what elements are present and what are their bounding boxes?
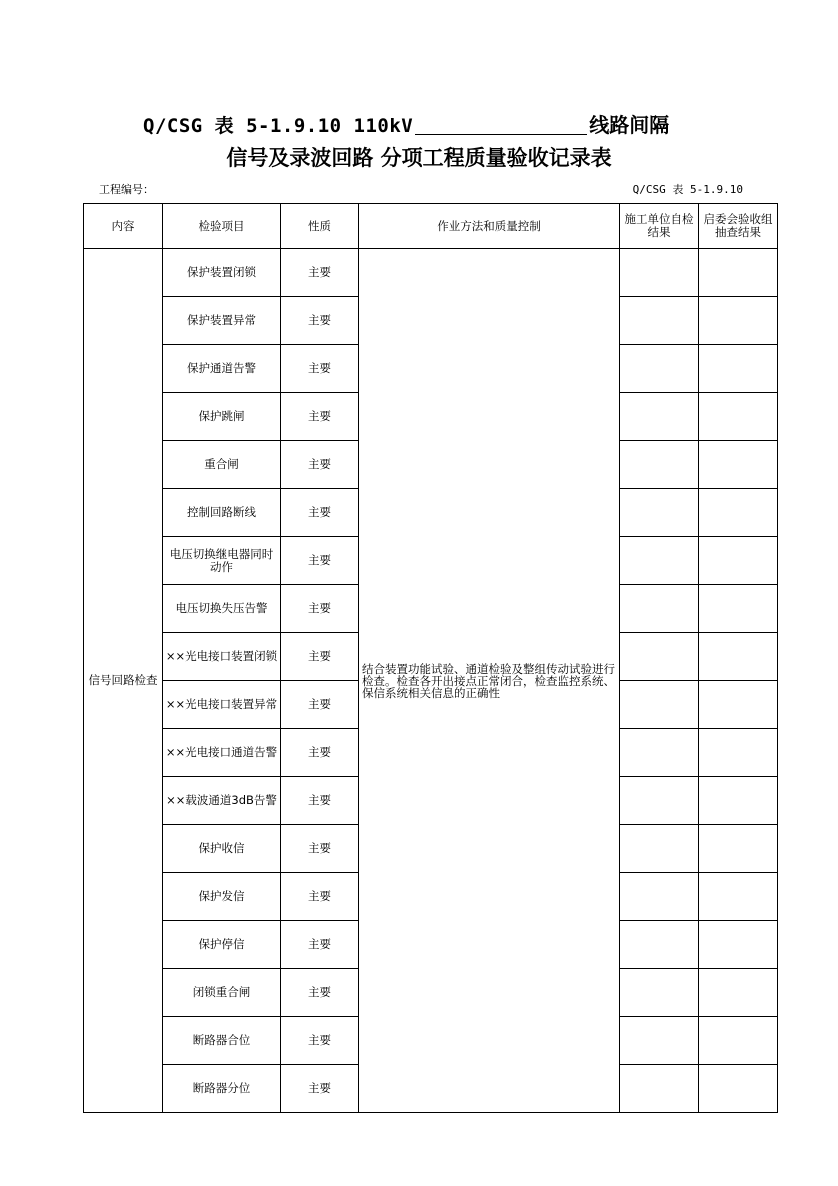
committee-check-cell[interactable] xyxy=(699,969,778,1017)
nature-cell: 主要 xyxy=(281,729,359,777)
committee-check-cell[interactable] xyxy=(699,729,778,777)
header-item: 检验项目 xyxy=(163,204,281,249)
item-cell: 控制回路断线 xyxy=(163,489,281,537)
nature-cell: 主要 xyxy=(281,489,359,537)
committee-check-cell[interactable] xyxy=(699,777,778,825)
self-check-cell[interactable] xyxy=(620,921,699,969)
header-row xyxy=(84,204,778,249)
committee-check-cell[interactable] xyxy=(699,873,778,921)
item-cell: 保护发信 xyxy=(163,873,281,921)
item-cell: ××光电接口通道告警 xyxy=(163,729,281,777)
item-cell: 断路器合位 xyxy=(163,1017,281,1065)
self-check-cell[interactable] xyxy=(620,873,699,921)
nature-cell: 主要 xyxy=(281,441,359,489)
header-committee-check: 启委会验收组抽查结果 xyxy=(699,204,778,249)
self-check-cell[interactable] xyxy=(620,537,699,585)
item-cell: 保护跳闸 xyxy=(163,393,281,441)
item-cell: ××载波通道3dB告警 xyxy=(163,777,281,825)
header-method: 作业方法和质量控制 xyxy=(359,204,620,249)
method-cell: 结合装置功能试验、通道检验及整组传动试验进行检查。检查各开出接点正常闭合，检查监控系统、保信系统相关信息的正确性 xyxy=(359,249,620,1113)
committee-check-cell[interactable] xyxy=(699,633,778,681)
nature-cell: 主要 xyxy=(281,585,359,633)
committee-check-cell[interactable] xyxy=(699,825,778,873)
self-check-cell[interactable] xyxy=(620,297,699,345)
self-check-cell[interactable] xyxy=(620,633,699,681)
group-cell: 信号回路检查 xyxy=(84,249,163,1113)
committee-check-cell[interactable] xyxy=(699,585,778,633)
item-cell: 保护停信 xyxy=(163,921,281,969)
self-check-cell[interactable] xyxy=(620,249,699,297)
nature-cell: 主要 xyxy=(281,633,359,681)
table-row xyxy=(84,249,778,297)
nature-cell: 主要 xyxy=(281,777,359,825)
self-check-cell[interactable] xyxy=(620,345,699,393)
nature-cell: 主要 xyxy=(281,921,359,969)
committee-check-cell[interactable] xyxy=(699,345,778,393)
item-cell: 保护收信 xyxy=(163,825,281,873)
committee-check-cell[interactable] xyxy=(699,249,778,297)
self-check-cell[interactable] xyxy=(620,585,699,633)
nature-cell: 主要 xyxy=(281,537,359,585)
item-cell: 电压切换失压告警 xyxy=(163,585,281,633)
item-cell: 保护通道告警 xyxy=(163,345,281,393)
self-check-cell[interactable] xyxy=(620,489,699,537)
item-cell: ××光电接口装置闭锁 xyxy=(163,633,281,681)
nature-cell: 主要 xyxy=(281,249,359,297)
committee-check-cell[interactable] xyxy=(699,1017,778,1065)
committee-check-cell[interactable] xyxy=(699,681,778,729)
self-check-cell[interactable] xyxy=(620,825,699,873)
item-cell: 断路器分位 xyxy=(163,1065,281,1113)
committee-check-cell[interactable] xyxy=(699,921,778,969)
self-check-cell[interactable] xyxy=(620,393,699,441)
header-nature: 性质 xyxy=(281,204,359,249)
form-title-line1 xyxy=(143,108,669,138)
nature-cell: 主要 xyxy=(281,969,359,1017)
self-check-cell[interactable] xyxy=(620,441,699,489)
form-title-line2: 信号及录波回路 分项工程质量验收记录表 xyxy=(226,146,612,170)
nature-cell: 主要 xyxy=(281,825,359,873)
nature-cell: 主要 xyxy=(281,1065,359,1113)
committee-check-cell[interactable] xyxy=(699,537,778,585)
form-title-code: Q/CSG 表 5-1.9.10 110kV xyxy=(143,115,414,137)
nature-cell: 主要 xyxy=(281,681,359,729)
nature-cell: 主要 xyxy=(281,1017,359,1065)
committee-check-cell[interactable] xyxy=(699,393,778,441)
committee-check-cell[interactable] xyxy=(699,297,778,345)
self-check-cell[interactable] xyxy=(620,969,699,1017)
committee-check-cell[interactable] xyxy=(699,1065,778,1113)
header-content: 内容 xyxy=(84,204,163,249)
line-name-blank[interactable] xyxy=(415,110,587,135)
project-number-label: 工程编号： xyxy=(99,183,154,196)
nature-cell: 主要 xyxy=(281,873,359,921)
header-self-check: 施工单位自检结果 xyxy=(620,204,699,249)
nature-cell: 主要 xyxy=(281,345,359,393)
form-title-suffix: 线路间隔 xyxy=(589,113,670,137)
committee-check-cell[interactable] xyxy=(699,489,778,537)
form-code: Q/CSG 表 5-1.9.10 xyxy=(632,183,743,196)
committee-check-cell[interactable] xyxy=(699,441,778,489)
self-check-cell[interactable] xyxy=(620,777,699,825)
self-check-cell[interactable] xyxy=(620,681,699,729)
inspection-table xyxy=(83,203,778,1113)
item-cell: 保护装置异常 xyxy=(163,297,281,345)
self-check-cell[interactable] xyxy=(620,1065,699,1113)
self-check-cell[interactable] xyxy=(620,729,699,777)
item-cell: 闭锁重合闸 xyxy=(163,969,281,1017)
nature-cell: 主要 xyxy=(281,393,359,441)
item-cell: 电压切换继电器同时动作 xyxy=(163,537,281,585)
nature-cell: 主要 xyxy=(281,297,359,345)
self-check-cell[interactable] xyxy=(620,1017,699,1065)
item-cell: ××光电接口装置异常 xyxy=(163,681,281,729)
item-cell: 重合闸 xyxy=(163,441,281,489)
item-cell: 保护装置闭锁 xyxy=(163,249,281,297)
